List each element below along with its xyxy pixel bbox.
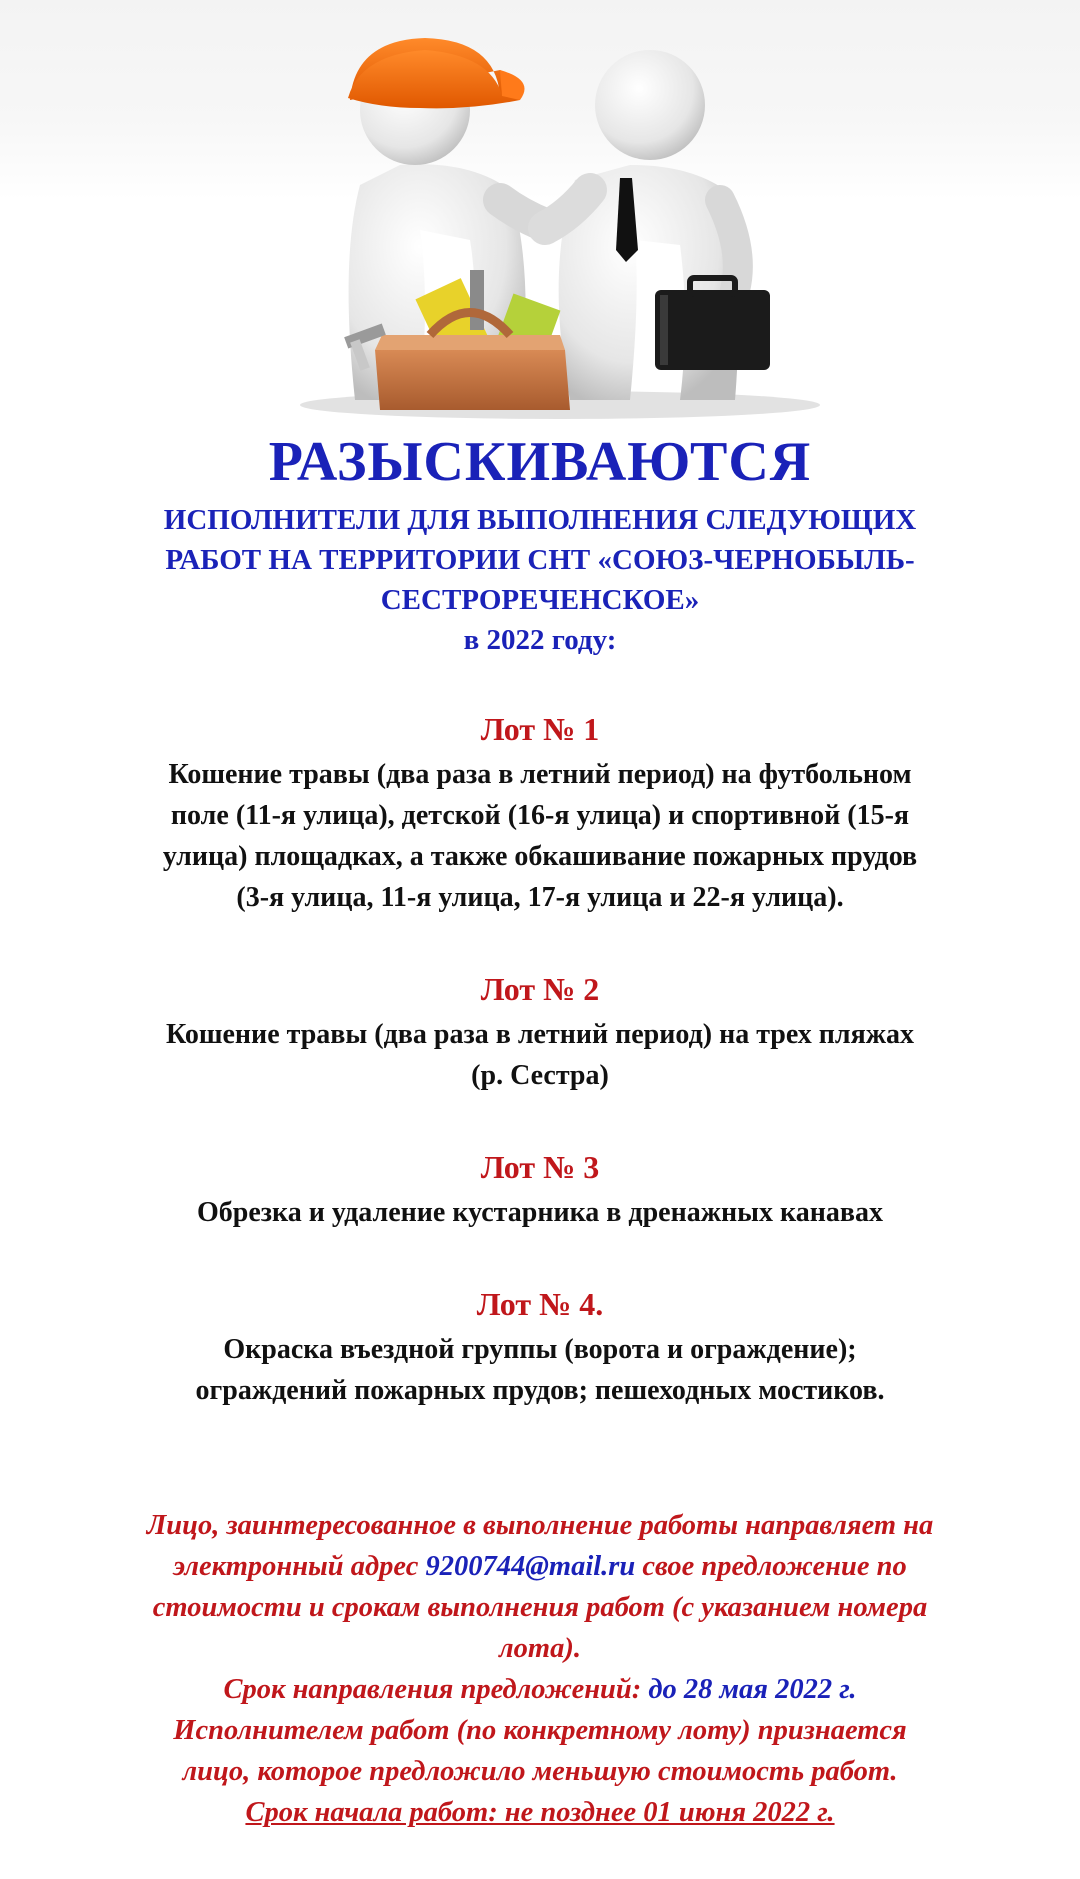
page-title: РАЗЫСКИВАЮТСЯ: [268, 431, 812, 493]
briefcase-icon: [655, 278, 770, 370]
lot-title: Лот № 4.: [476, 1286, 604, 1322]
notice-text: электронный адрес: [173, 1551, 426, 1582]
lot-title: Лот № 2: [480, 971, 600, 1007]
notice-line: лицо, которое предложило меньшую стоимость работ.: [182, 1756, 898, 1787]
notice-line: Исполнителем работ (по конкретному лоту) признается: [173, 1715, 907, 1746]
year-label: в 2022 году:: [463, 624, 617, 656]
lot-line: Кошение травы (два раза в летний период) на футбольном: [168, 759, 912, 790]
deadline-label: Срок направления предложений:: [223, 1674, 649, 1705]
lot-description: [0, 1329, 1080, 1411]
subtitle-line: ИСПОЛНИТЕЛИ ДЛЯ ВЫПОЛНЕНИЯ СЛЕДУЮЩИХ: [163, 504, 917, 536]
lot-1: [0, 708, 1080, 918]
lot-2: [0, 968, 1080, 1096]
notice-line: стоимости и срокам выполнения работ (с указанием номера: [152, 1592, 928, 1623]
subtitle-line: РАБОТ НА ТЕРРИТОРИИ СНТ «СОЮЗ-ЧЕРНОБЫЛЬ-: [165, 544, 915, 576]
subtitle: [0, 500, 1080, 620]
deadline-line: [0, 1669, 1080, 1710]
lot-line: (3-я улица, 11-я улица, 17-я улица и 22-я улица).: [236, 882, 844, 913]
lot-description: [0, 754, 1080, 918]
notice-line: лота).: [499, 1633, 581, 1664]
lot-line: поле (11-я улица), детской (16-я улица) и спортивной (15-я: [170, 800, 910, 831]
deadline-value: до 28 мая 2022 г.: [648, 1674, 857, 1705]
email-link[interactable]: 9200744@mail.ru: [425, 1551, 636, 1582]
hero-illustration: [0, 0, 1080, 430]
lot-description: [0, 1014, 1080, 1096]
notice-line: Лицо, заинтересованное в выполнение работы направляет на: [146, 1510, 934, 1541]
lot-description: [0, 1192, 1080, 1233]
lot-line: Окраска въездной группы (ворота и ограждение);: [223, 1334, 857, 1365]
notice-text: свое предложение по: [635, 1551, 907, 1582]
notice-line: [0, 1546, 1080, 1587]
lot-4: [0, 1283, 1080, 1411]
lot-line: улица) площадках, а также обкашивание пожарных прудов: [162, 841, 918, 872]
handshake-illustration: [0, 0, 1080, 430]
lot-title: Лот № 3: [480, 1149, 600, 1185]
lot-line: (р. Сестра): [471, 1060, 609, 1091]
lot-line: ограждений пожарных прудов; пешеходных мостиков.: [195, 1375, 885, 1406]
submission-notice: [0, 1505, 1080, 1833]
start-date-line: Срок начала работ: не позднее 01 июня 2022 г.: [245, 1797, 835, 1828]
announcement: [0, 430, 1080, 1411]
lot-line: Кошение травы (два раза в летний период) на трех пляжах: [165, 1019, 915, 1050]
lot-line: Обрезка и удаление кустарника в дренажных канавах: [197, 1197, 883, 1228]
subtitle-line: СЕСТРОРЕЧЕНСКОЕ»: [380, 584, 700, 616]
lot-3: [0, 1146, 1080, 1233]
lot-title: Лот № 1: [480, 711, 600, 747]
